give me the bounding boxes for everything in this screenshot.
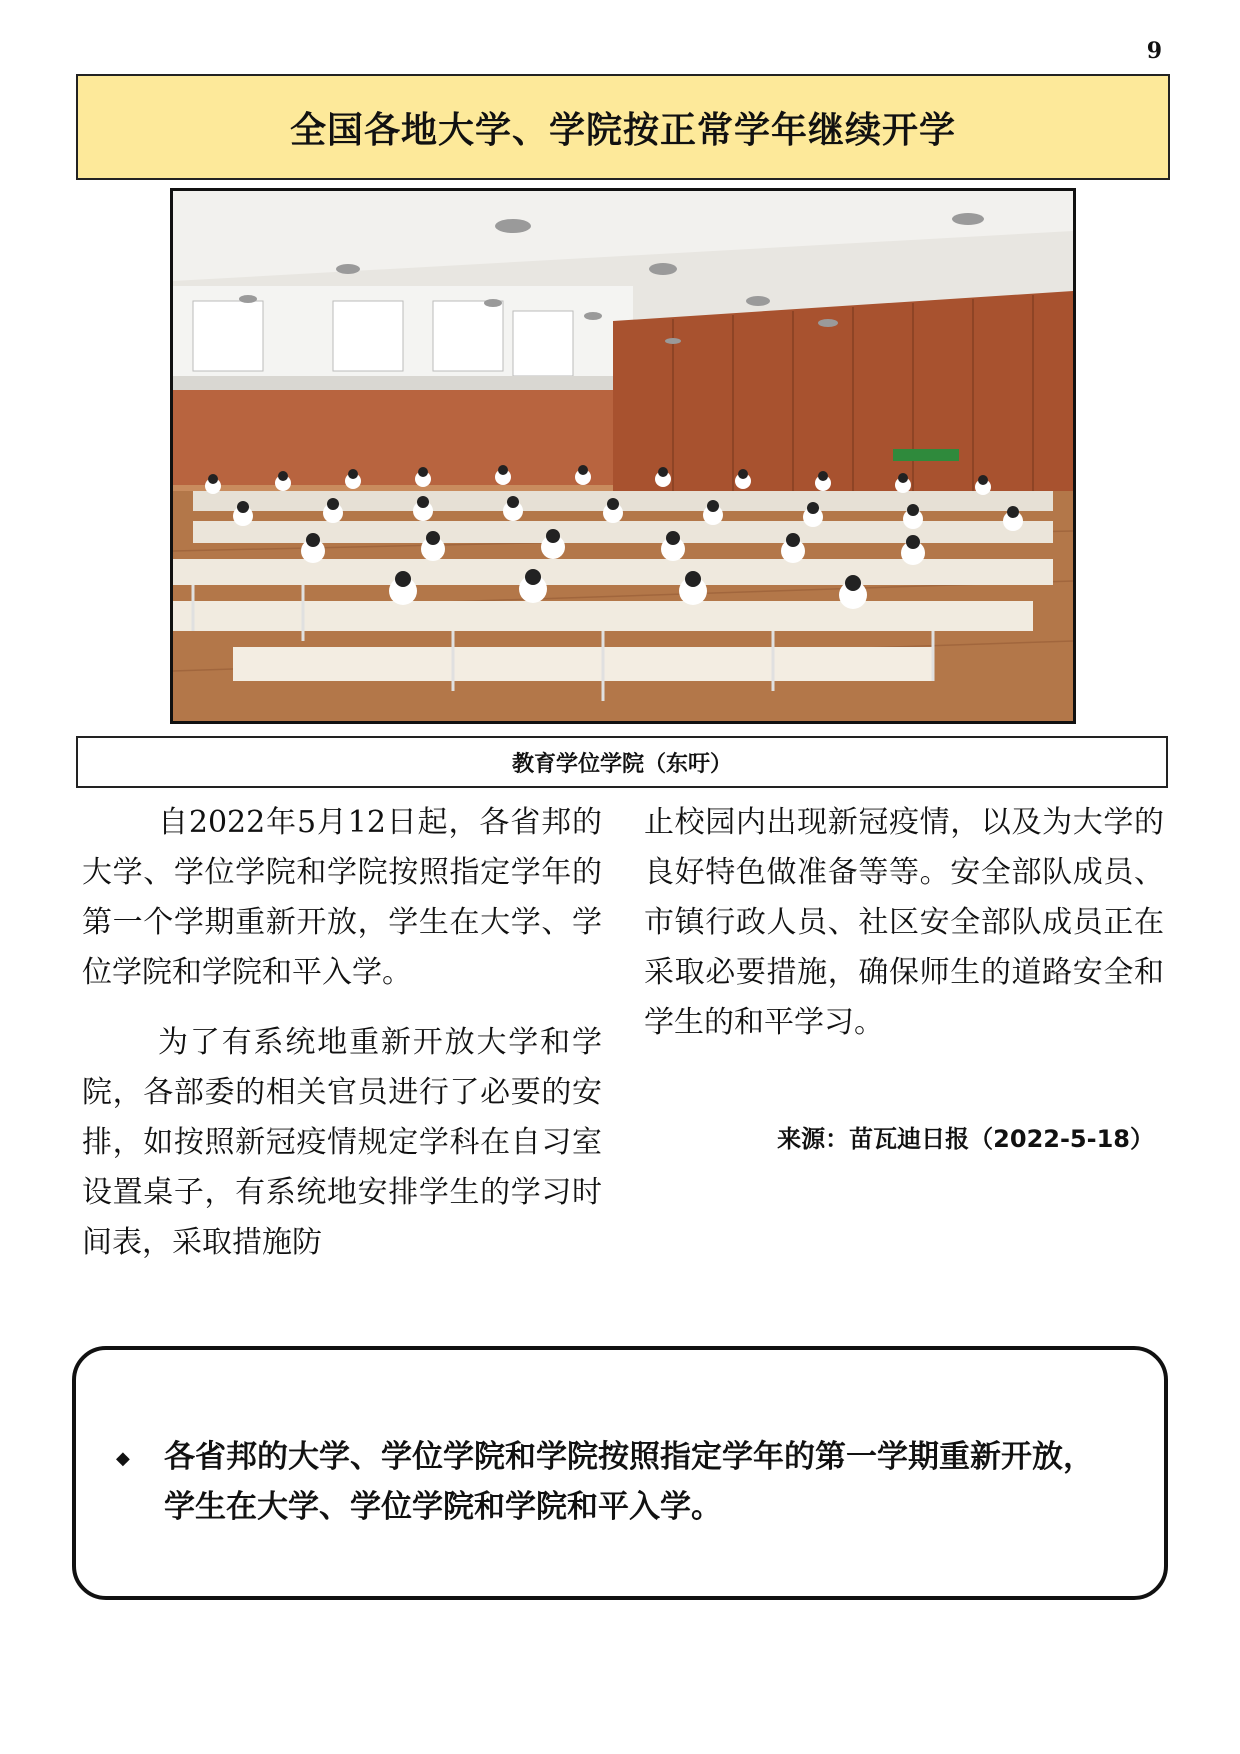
article-right-column [644,798,1164,1164]
title-banner [76,74,1170,180]
photo-caption [76,736,1168,788]
article-left-column [82,798,602,1288]
diamond-bullet-icon: ◆ [116,1448,130,1469]
summary-text: 各省邦的大学、学位学院和学院按照指定学年的第一学期重新开放，学生在大学、学位学院和学院和平入学。 [164,1439,1094,1525]
page-number: 9 [1146,38,1162,64]
article-paragraph-2: 为了有系统地重新开放大学和学院，各部委的相关官员进行了必要的安排，如按照新冠疫情规定学科在自习室设置桌子，有系统地安排学生的学习时间表，采取措施防 [82,1025,602,1260]
article-source: 来源：苗瓦迪日报（2022-5-18） [777,1125,1154,1153]
photo-caption-text: 教育学位学院（东吁） [511,751,732,777]
page-title: 全国各地大学、学院按正常学年继续开学 [289,109,956,151]
summary-item [116,1432,1124,1532]
article-paragraph-3: 止校园内出现新冠疫情，以及为大学的良好特色做准备等等。安全部队成员、市镇行政人员、社区安全部队成员正在采取必要措施，确保师生的道路安全和学生的和平学习。 [644,805,1164,1040]
exam-hall-photo [170,188,1076,724]
summary-box [72,1346,1168,1600]
article-paragraph-1: 自2022年5月12日起，各省邦的大学、学位学院和学院按照指定学年的第一个学期重新开放，学生在大学、学位学院和学院和平入学。 [82,805,602,990]
